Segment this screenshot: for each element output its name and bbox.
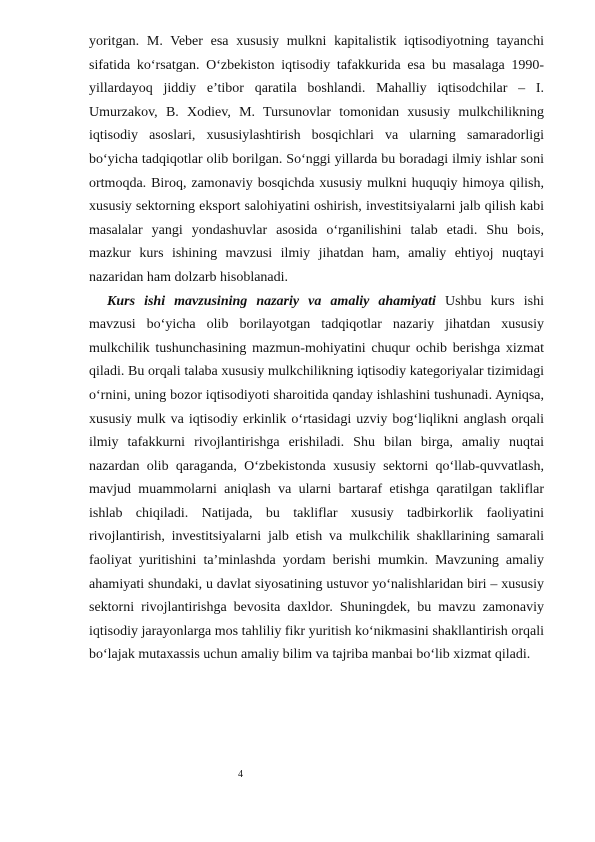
page-number: 4 bbox=[238, 769, 243, 780]
body-text bbox=[89, 30, 544, 667]
paragraph-1: yoritgan. M. Veber esa xususiy mulkni kapitalistik iqtisodiyotning tayanchi sifatida ko‘rsatgan. O‘zbekiston iqtisodiy tafakkurida esa bu masalaga 1990-yillardayoq jiddiy e’tibor qaratila boshlandi. Mahalliy iqtisodchilar – I. Umurzakov, B. Xodiev, M. Tursunovlar tomonidan xususiy mulkchilikning iqtisodiy asoslari, xususiylashtirish bosqichlari va ularning samaradorligi bo‘yicha tadqiqotlar olib borilgan. So‘nggi yillarda bu boradagi ilmiy ishlar soni ortmoqda. Biroq, zamonaviy bosqichda xususiy mulkni huquqiy himoya qilish, xususiy sektorning eksport salohiyatini oshirish, investitsiyalarni jalb qilish kabi masalalar yangi yondashuvlar asosida o‘rganilishini talab etadi. Shu bois, mazkur kurs ishining mavzusi ilmiy jihatdan ham, amaliy ehtiyoj nuqtayi nazaridan ham dolzarb hisoblanadi. bbox=[89, 34, 544, 285]
section-heading: Kurs ishi mavzusining nazariy va amaliy ahamiyati bbox=[107, 293, 436, 309]
paragraph-2-body: Ushbu kurs ishi mavzusi bo‘yicha olib borilayotgan tadqiqotlar nazariy jihatdan xususiy mulkchilik tushunchasining mazmun-mohiyatini chuqur ochib berishga xizmat qiladi. Bu orqali talaba xususiy mulkchilikning iqtisodiy kategoriyalar tizimidagi o‘rnini, uning bozor iqtisodiyoti sharoitida qanday ishlashini tushunadi. Ayniqsa, xususiy mulk va iqtisodiy erkinlik o‘rtasidagi uzviy bog‘liqlikni anglash orqali ilmiy tafakkurni rivojlantirishga erishiladi. Shu bilan birga, amaliy nuqtai nazardan olib qaraganda, O‘zbekistonda xususiy sektorni qo‘llab-quvvatlash, mavjud muammolarni aniqlash va ularni bartaraf etishga qaratilgan takliflar ishlab chiqiladi. Natijada, bu takliflar xususiy tadbirkorlik faoliyatini rivojlantirish, investitsiyalarni jalb etish va mulkchilik shakllarining samarali faoliyat yuritishini ta’minlashda yordam berishi mumkin. Mavzuning amaliy ahamiyati shundaki, u davlat siyosatining ustuvor yo‘nalishlaridan biri – xususiy sektorni rivojlantirishga bevosita daxldor. Shuningdek, bu mavzu zamonaviy iqtisodiy jarayonlarga mos tahliliy fikr yuritish ko‘nikmasini shakllantirish orqali bo‘lajak mutaxassis uchun amaliy bilim va tajriba manbai bo‘lib xizmat qiladi. bbox=[89, 293, 544, 663]
paragraph-2 bbox=[89, 290, 544, 668]
